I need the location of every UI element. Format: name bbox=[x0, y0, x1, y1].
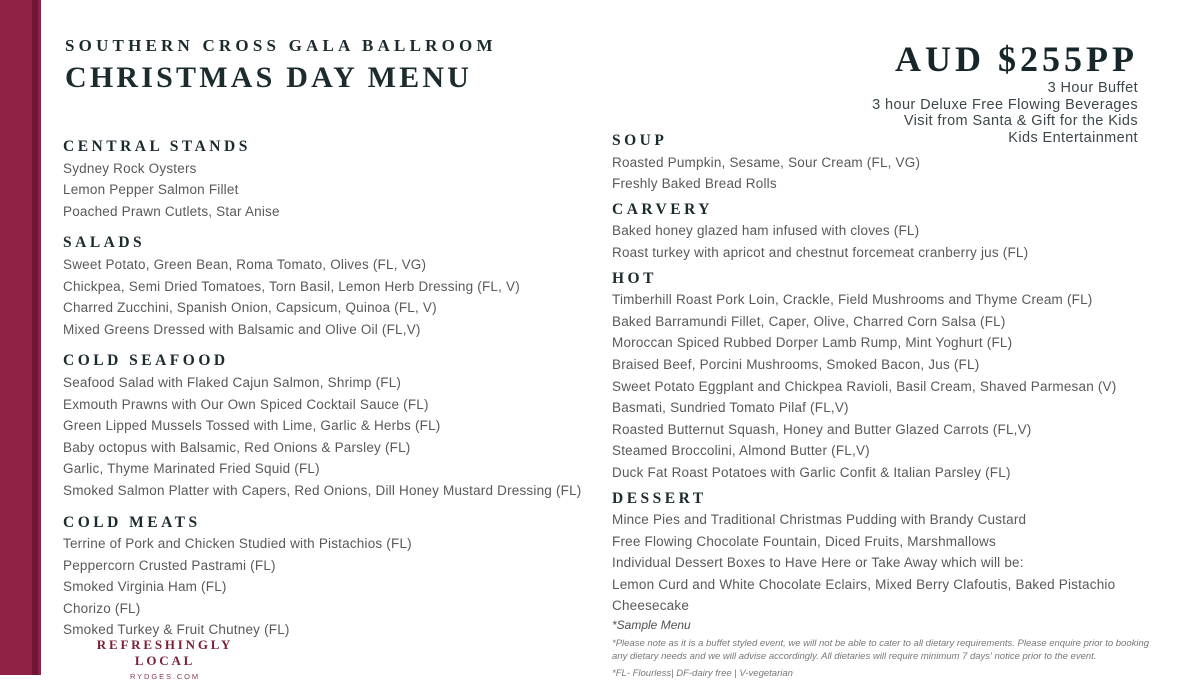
menu-item: Poached Prawn Cutlets, Star Anise bbox=[63, 203, 280, 219]
menu-item: Moroccan Spiced Rubbed Dorper Lamb Rump, Mint Yoghurt (FL) bbox=[612, 335, 1013, 351]
menu-item: Freshly Baked Bread Rolls bbox=[612, 176, 777, 192]
menu-item: Lemon Curd and White Chocolate Eclairs, Mixed Berry Clafoutis, Baked Pistachio bbox=[612, 576, 1116, 592]
menu-item: Braised Beef, Porcini Mushrooms, Smoked Bacon, Jus (FL) bbox=[612, 356, 980, 372]
menu-item: Steamed Broccolini, Almond Butter (FL,V) bbox=[612, 443, 870, 459]
menu-item: Seafood Salad with Flaked Cajun Salmon, Shrimp (FL) bbox=[63, 374, 402, 390]
menu-item: Exmouth Prawns with Our Own Spiced Cocktail Sauce (FL) bbox=[63, 396, 429, 412]
menu-item: Green Lipped Mussels Tossed with Lime, Garlic & Herbs (FL) bbox=[63, 418, 441, 434]
menu-item: Free Flowing Chocolate Fountain, Diced Fruits, Marshmallows bbox=[612, 533, 996, 549]
menu-item: Roasted Butternut Squash, Honey and Butter Glazed Carrots (FL,V) bbox=[612, 421, 1032, 437]
menu-item: Smoked Turkey & Fruit Chutney (FL) bbox=[63, 622, 290, 638]
menu-item: Mixed Greens Dressed with Balsamic and Olive Oil (FL,V) bbox=[63, 321, 421, 337]
menu-item: Baked honey glazed ham infused with cloves (FL) bbox=[612, 223, 920, 239]
menu-item: Baby octopus with Balsamic, Red Onions & Parsley (FL) bbox=[63, 439, 411, 455]
menu-item: Sweet Potato, Green Bean, Roma Tomato, Olives (FL, VG) bbox=[63, 256, 427, 272]
menu-section-heading: CARVERY bbox=[612, 200, 713, 218]
menu-item: Mince Pies and Traditional Christmas Pudding with Brandy Custard bbox=[612, 512, 1027, 528]
inclusion-line: Kids Entertainment bbox=[1008, 129, 1138, 146]
inclusion-line: Visit from Santa & Gift for the Kids bbox=[903, 113, 1138, 129]
menu-item: Timberhill Roast Pork Loin, Crackle, Field Mushrooms and Thyme Cream (FL) bbox=[612, 292, 1093, 308]
menu-item: Peppercorn Crusted Pastrami (FL) bbox=[63, 557, 276, 573]
menu-item: Roast turkey with apricot and chestnut forcemeat cranberry jus (FL) bbox=[612, 244, 1029, 260]
footer-brand bbox=[76, 637, 254, 681]
menu-item: Baked Barramundi Fillet, Caper, Olive, Charred Corn Salsa (FL) bbox=[612, 313, 1006, 329]
left-accent-bar bbox=[0, 0, 41, 675]
menu-item: Chorizo (FL) bbox=[63, 600, 141, 616]
menu-item: Cheesecake bbox=[612, 598, 690, 614]
dietary-legend: *FL- Flourless| DF-dairy free | V-vegetarian bbox=[612, 668, 793, 680]
menu-section-heading: COLD MEATS bbox=[63, 513, 201, 531]
menu-section-heading: COLD SEAFOOD bbox=[63, 352, 229, 370]
footer-tagline: REFRESHINGLY LOCAL bbox=[96, 637, 234, 668]
menu-column-right bbox=[612, 126, 1157, 680]
menu-item: Smoked Virginia Ham (FL) bbox=[63, 579, 227, 595]
disclaimer-text: *Please note as it is a buffet styled event, we will not be able to cater to all dietary requirements. Please enquire prior to booking any dietary needs and we will advise accordingly. All dietaries will require minimum 7 days' notice prior to the event. bbox=[612, 638, 1150, 662]
menu-item: Terrine of Pork and Chicken Studied with Pistachios (FL) bbox=[63, 536, 412, 552]
menu-section-heading: CENTRAL STANDS bbox=[63, 138, 251, 155]
menu-item: Basmati, Sundried Tomato Pilaf (FL,V) bbox=[612, 400, 849, 416]
menu-item: Lemon Pepper Salmon Fillet bbox=[63, 182, 239, 198]
menu-item: Chickpea, Semi Dried Tomatoes, Torn Basil, Lemon Herb Dressing (FL, V) bbox=[63, 278, 520, 294]
footer-site-url: RYDGES.COM bbox=[129, 672, 201, 681]
menu-item: Individual Dessert Boxes to Have Here or Take Away which will be: bbox=[612, 555, 1024, 571]
menu-item: Garlic, Thyme Marinated Fried Squid (FL) bbox=[63, 461, 320, 477]
page-title: CHRISTMAS DAY MENU bbox=[65, 61, 473, 94]
menu-section-heading: HOT bbox=[612, 269, 657, 287]
menu-section-heading: SOUP bbox=[612, 132, 668, 149]
menu-section-heading: DESSERT bbox=[612, 489, 707, 507]
menu-item: Smoked Salmon Platter with Capers, Red Onions, Dill Honey Mustard Dressing (FL) bbox=[63, 482, 582, 498]
menu-column-left bbox=[63, 126, 608, 641]
inclusion-line: 3 Hour Buffet bbox=[1047, 80, 1138, 96]
menu-sections-left bbox=[63, 136, 608, 641]
sample-menu-note: *Sample Menu bbox=[612, 618, 691, 633]
menu-item: Roasted Pumpkin, Sesame, Sour Cream (FL, VG) bbox=[612, 154, 921, 170]
brand-block bbox=[65, 36, 497, 95]
menu-item: Duck Fat Roast Potatoes with Garlic Confit & Italian Parsley (FL) bbox=[612, 464, 1011, 480]
venue-name: SOUTHERN CROSS GALA BALLROOM bbox=[65, 36, 497, 55]
inclusion-line: 3 hour Deluxe Free Flowing Beverages bbox=[872, 96, 1138, 113]
menu-item: Charred Zucchini, Spanish Onion, Capsicum, Quinoa (FL, V) bbox=[63, 300, 437, 316]
menu-section-heading: SALADS bbox=[63, 234, 146, 252]
menu-sections-right bbox=[612, 130, 1157, 617]
menu-item: Sydney Rock Oysters bbox=[63, 160, 197, 176]
menu-item: Sweet Potato Eggplant and Chickpea Ravioli, Basil Cream, Shaved Parmesan (V) bbox=[612, 378, 1117, 394]
price-text: AUD $255PP bbox=[895, 39, 1138, 79]
